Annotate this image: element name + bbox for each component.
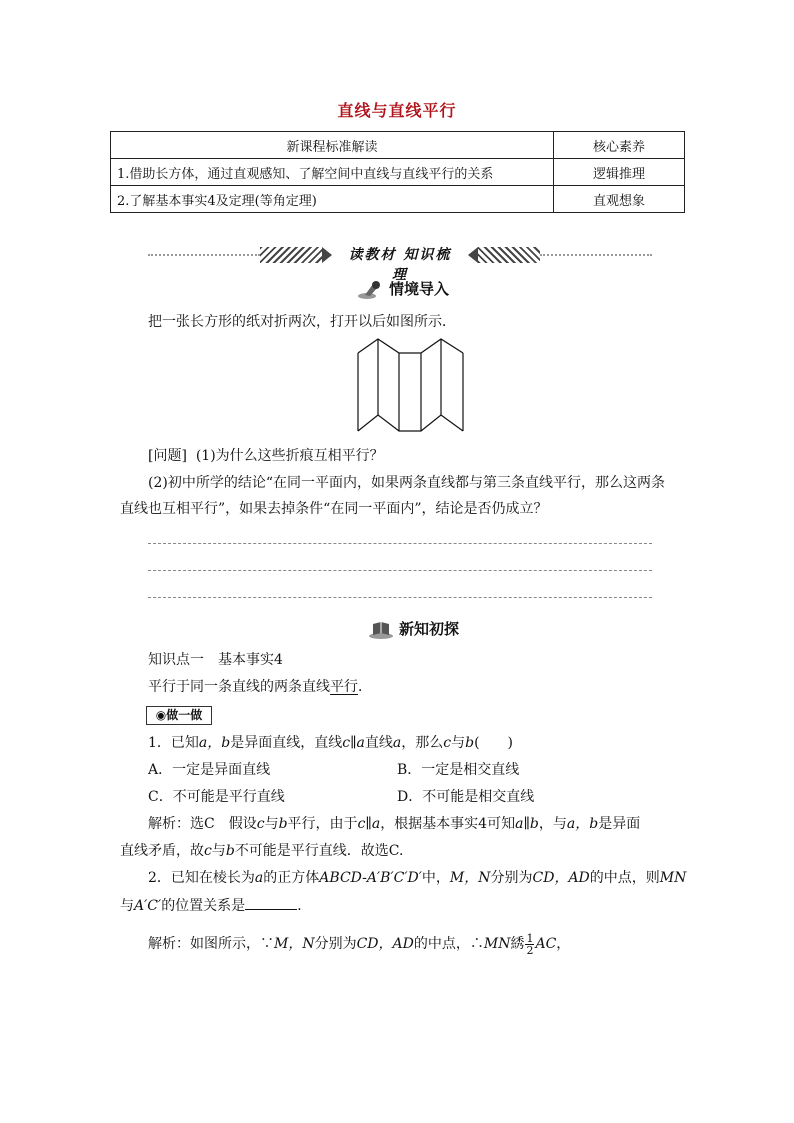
intro-paragraph: 把一张长方形的纸对折两次，打开以后如图所示．: [148, 314, 456, 330]
math: CD，AD: [532, 870, 590, 886]
banner-arrow-icon: [322, 247, 332, 263]
math: b: [465, 735, 475, 751]
problem-1-stem: [148, 733, 513, 753]
problem-2-line-1: [148, 868, 686, 888]
statement-keyword: 平行: [330, 679, 358, 695]
text: ，与: [538, 816, 567, 832]
text: 与: [264, 816, 279, 832]
table-row: [111, 186, 685, 213]
text: 解析：选C 假设: [148, 816, 257, 832]
problem-1-solution-line-1: [148, 814, 640, 834]
text: 直线: [364, 735, 393, 751]
table-cell: 直观想象: [554, 186, 685, 213]
problem-1-solution-line-2: [120, 841, 403, 861]
text: 的正方体: [263, 870, 320, 886]
text: 平行，由于: [287, 816, 358, 832]
section-banner: [148, 244, 652, 283]
text: 直线矛盾，故: [120, 843, 204, 859]
problem-2-line-2: [120, 895, 311, 916]
question-label: [问题]: [148, 448, 187, 464]
banner-divider: [540, 254, 652, 256]
math: A′C′: [134, 898, 162, 914]
text: ，: [556, 936, 571, 952]
option-d: D．不可能是相交直线: [397, 789, 535, 805]
math: AC: [535, 936, 557, 952]
problem-2-solution: [148, 932, 570, 956]
question-1: [148, 446, 384, 466]
practice-tag: [146, 706, 212, 725]
knowledge-point-statement: [148, 677, 372, 697]
fraction-numerator: 1: [526, 931, 534, 945]
text: 綉: [510, 936, 525, 952]
fraction: [525, 933, 534, 956]
text: 不可能是平行直线．故选C.: [234, 843, 404, 859]
fraction-denominator: 2: [526, 943, 534, 957]
math: a，b: [198, 735, 231, 751]
banner-label: 读教材 知识梳理: [348, 247, 452, 283]
math: b: [225, 843, 235, 859]
text: 分别为: [314, 936, 357, 952]
table-header: 核心素养: [554, 132, 685, 159]
math: c: [443, 735, 452, 751]
section-heading-text: 情境导入: [389, 280, 450, 298]
text: 的位置关系是: [161, 898, 246, 914]
question-text: (1)为什么这些折痕互相平行？: [195, 448, 384, 464]
option-c: C．不可能是平行直线: [148, 789, 285, 805]
math: MN: [483, 936, 511, 952]
table-header-row: [111, 132, 685, 159]
answer-line: [148, 597, 652, 598]
statement-text: ．: [358, 679, 372, 695]
question-2-line-2: 直线也互相平行”，如果去掉条件“在同一平面内”，结论是否仍成立？: [120, 501, 548, 517]
answer-blank[interactable]: [245, 895, 297, 910]
answer-line: [148, 543, 652, 544]
table-cell: 逻辑推理: [554, 159, 685, 186]
math: CD，AD: [356, 936, 414, 952]
table-header: 新课程标准解读: [111, 132, 554, 159]
math: MN: [659, 870, 687, 886]
knowledge-point-title: 知识点一 基本事实4: [148, 652, 283, 668]
section-heading-new: [367, 618, 459, 640]
math: a: [392, 735, 402, 751]
text: 分别为: [490, 870, 533, 886]
math: c: [204, 843, 212, 859]
math: M，N: [274, 936, 315, 952]
option-b: B．一定是相交直线: [397, 762, 520, 778]
text: ，根据基本事实4可知: [380, 816, 516, 832]
text: 的中点，∴: [413, 936, 484, 952]
math: M，N: [449, 870, 491, 886]
text: 解析：如图所示，∵: [148, 936, 274, 952]
text: 中，: [421, 870, 450, 886]
check-icon: ◉: [155, 708, 167, 722]
text: 的中点，则: [589, 870, 660, 886]
banner-arrow-icon: [468, 247, 478, 263]
math: c∥a: [357, 816, 381, 832]
table-row: [111, 159, 685, 186]
text: 1．已知: [148, 735, 199, 751]
pushpin-icon: [357, 280, 385, 300]
table-cell: 2.了解基本事实4及定理(等角定理): [111, 186, 554, 213]
book-icon: [367, 620, 395, 640]
math: b: [278, 816, 288, 832]
math: a: [254, 870, 264, 886]
math: c: [256, 816, 265, 832]
text: 2．已知在棱长为: [148, 870, 255, 886]
text: 与: [120, 898, 134, 914]
text: 是异面: [598, 816, 641, 832]
math: a∥b: [515, 816, 539, 832]
math: c∥a: [342, 735, 365, 751]
folded-paper-figure: [355, 335, 467, 435]
math: ABCD-A′B′C′D′: [319, 870, 422, 886]
banner-divider: [148, 254, 260, 256]
banner-hatch: [260, 247, 322, 263]
statement-text: 平行于同一条直线的两条直线: [148, 679, 330, 695]
text: 与: [211, 843, 226, 859]
text: 与: [451, 735, 466, 751]
practice-tag-label: 做一做: [166, 708, 203, 722]
answer-line: [148, 570, 652, 571]
text: ，那么: [401, 735, 444, 751]
standards-table: [110, 131, 685, 213]
math: a，b: [566, 816, 599, 832]
page-title: 直线与直线平行: [337, 101, 457, 120]
section-heading-context: [357, 278, 449, 300]
question-2-line-1: (2)初中所学的结论“在同一平面内，如果两条直线都与第三条直线平行，那么这两条: [148, 475, 665, 491]
banner-hatch: [478, 247, 540, 263]
table-cell: 1.借助长方体，通过直观感知、了解空间中直线与直线平行的关系: [111, 159, 554, 186]
section-heading-text: 新知初探: [399, 620, 460, 638]
text: ．: [297, 898, 312, 914]
text: 是异面直线，直线: [230, 735, 343, 751]
option-a: A．一定是异面直线: [148, 762, 271, 778]
text: ( ): [474, 735, 513, 751]
